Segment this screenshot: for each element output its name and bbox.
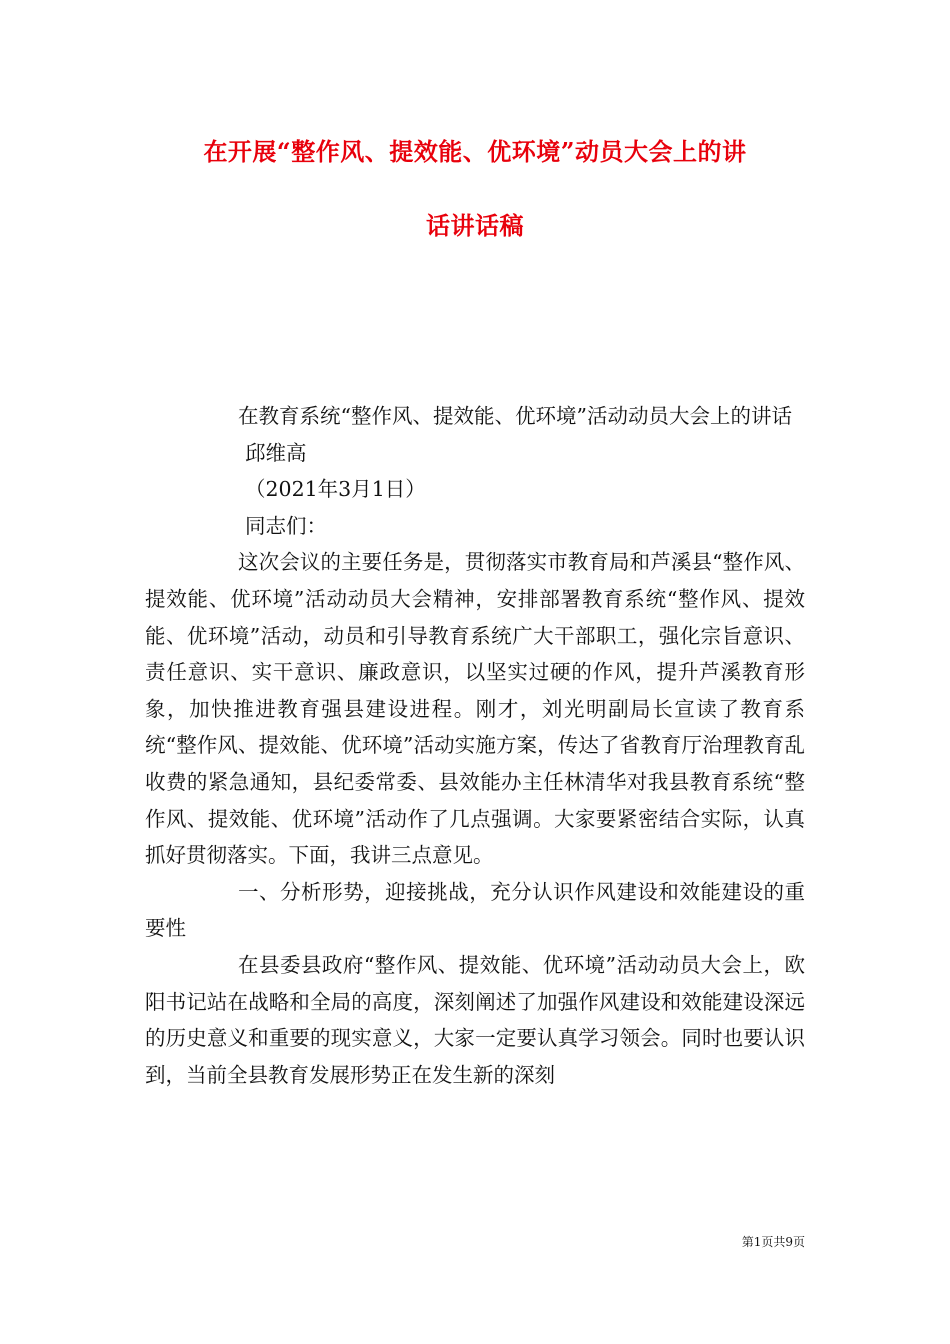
section-heading: 一、分析形势，迎接挑战，充分认识作风建设和效能建设的重要性 bbox=[145, 879, 805, 941]
body-paragraph: 这次会议的主要任务是，贯彻落实市教育局和芦溪县“整作风、提效能、优环境”活动动员大会精神，安排部署教育系统“整作风、提效能、优环境”活动，动员和引导教育系统广大干部职工，强化宗旨意识、责任意识、实干意识、廉政意识，以坚实过硬的作风，提升芦溪教育形象，加快推进教育强县建设进程。刚才，刘光明副局长宣读了教育系统“整作风、提效能、优环境”活动实施方案，传达了省教育厅治理教育乱收费的紧急通知，县纪委常委、县效能办主任林清华对我县教育系统“整作风、提效能、优环境”活动作了几点强调。大家要紧密结合实际，认真抓好贯彻落实。下面，我讲三点意见。 bbox=[145, 550, 805, 868]
document-title-line-1: 在开展“整作风、提效能、优环境”动员大会上的讲 bbox=[203, 137, 747, 166]
body-paragraph: 在县委县政府“整作风、提效能、优环境”活动动员大会上，欧阳书记站在战略和全局的高度，深刻阐述了加强作风建设和效能建设深远的历史意义和重要的现实意义，大家一定要认真学习领会。同时也要认识到，当前全县教育发展形势正在发生新的深刻 bbox=[145, 952, 805, 1087]
document-body bbox=[145, 398, 805, 1093]
page-number: 第1页共9页 bbox=[741, 1235, 805, 1249]
document-title-line-2: 话讲话稿 bbox=[426, 211, 524, 240]
speech-author: 邱维高 bbox=[245, 440, 307, 465]
speech-heading: 在教育系统“整作风、提效能、优环境”活动动员大会上的讲话 bbox=[238, 404, 792, 428]
speech-salutation: 同志们： bbox=[245, 513, 327, 538]
speech-date: （2021年3月1日） bbox=[245, 477, 426, 502]
